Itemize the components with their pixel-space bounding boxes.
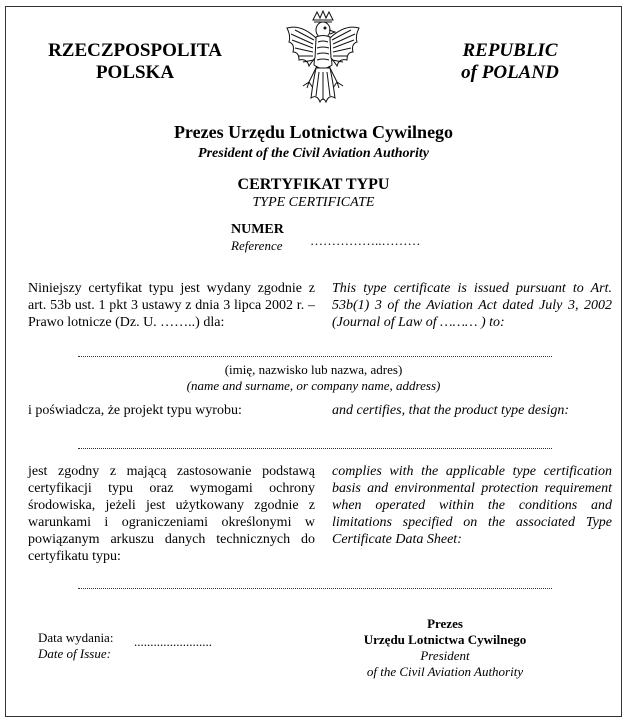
certificate-title-en: TYPE CERTIFICATE — [252, 195, 375, 210]
signature-title-en: President — [420, 648, 470, 663]
holder-caption-pl: (imię, nazwisko lub nazwa, adres) — [224, 362, 403, 377]
reference-number-field: ……………..……… — [310, 233, 421, 248]
date-of-issue-label-pl: Data wydania: — [38, 630, 114, 645]
polish-eagle-emblem-icon — [283, 10, 363, 108]
date-of-issue-field: ........................ — [134, 634, 212, 649]
complies-text-pl: jest zgodny z mającą zastosowanie podstawą certyfikacji typu oraz wymogami ochrony środowiska, jeżeli jest użytkowany zgodnie z warunkami i ograniczeniami określonymi w powiązanym arkuszu danych technicznych do certyfikatu typu: — [28, 464, 315, 564]
signature-authority-pl: Urzędu Lotnictwa Cywilnego — [363, 632, 527, 647]
holder-caption-en: (name and surname, or company name, address) — [186, 378, 441, 393]
signature-authority-en: of the Civil Aviation Authority — [366, 664, 524, 679]
signature-block — [330, 616, 560, 680]
reference-label-en: Reference — [231, 238, 283, 253]
issued-text-pl: Niniejszy certyfikat typu jest wydany zgodnie z art. 53b ust. 1 pkt 3 ustawy z dnia 3 lipca 2002 r. – Prawo lotnicze (Dz. U. ……..) dla: — [28, 281, 315, 330]
data-sheet-dotted-line — [78, 588, 552, 589]
reference-label-pl: NUMER — [231, 222, 284, 237]
holder-dotted-line — [78, 356, 552, 357]
country-name-pl-line2: POLSKA — [95, 62, 175, 83]
country-name-en-line1: REPUBLIC — [462, 40, 558, 61]
authority-name-pl: Prezes Urzędu Lotnictwa Cywilnego — [173, 122, 454, 142]
issued-text-en: This type certificate is issued pursuant to Art. 53b(1) 3 of the Aviation Act dated July 3, 2002 (Journal of Law of ……… ) to: — [332, 281, 612, 330]
signature-title-pl: Prezes — [427, 616, 463, 631]
country-name-en — [420, 40, 600, 84]
authority-name-en: President of the Civil Aviation Authority — [198, 146, 429, 161]
country-name-en-line2: of POLAND — [461, 62, 559, 83]
certificate-title-pl: CERTYFIKAT TYPU — [237, 176, 390, 193]
country-name-pl-line1: RZECZPOSPOLITA — [48, 40, 222, 61]
certifies-text-pl: i poświadcza, że projekt typu wyrobu: — [28, 403, 242, 418]
date-of-issue-label-en: Date of Issue: — [38, 646, 111, 661]
country-name-pl — [20, 40, 250, 84]
certifies-text-en: and certifies, that the product type design: — [332, 403, 570, 418]
product-dotted-line — [78, 448, 552, 449]
complies-text-en: complies with the applicable type certification basis and environmental protection requirement when operated within the conditions and limitations specified on the associated Type Certificate Data Sheet: — [332, 464, 612, 547]
